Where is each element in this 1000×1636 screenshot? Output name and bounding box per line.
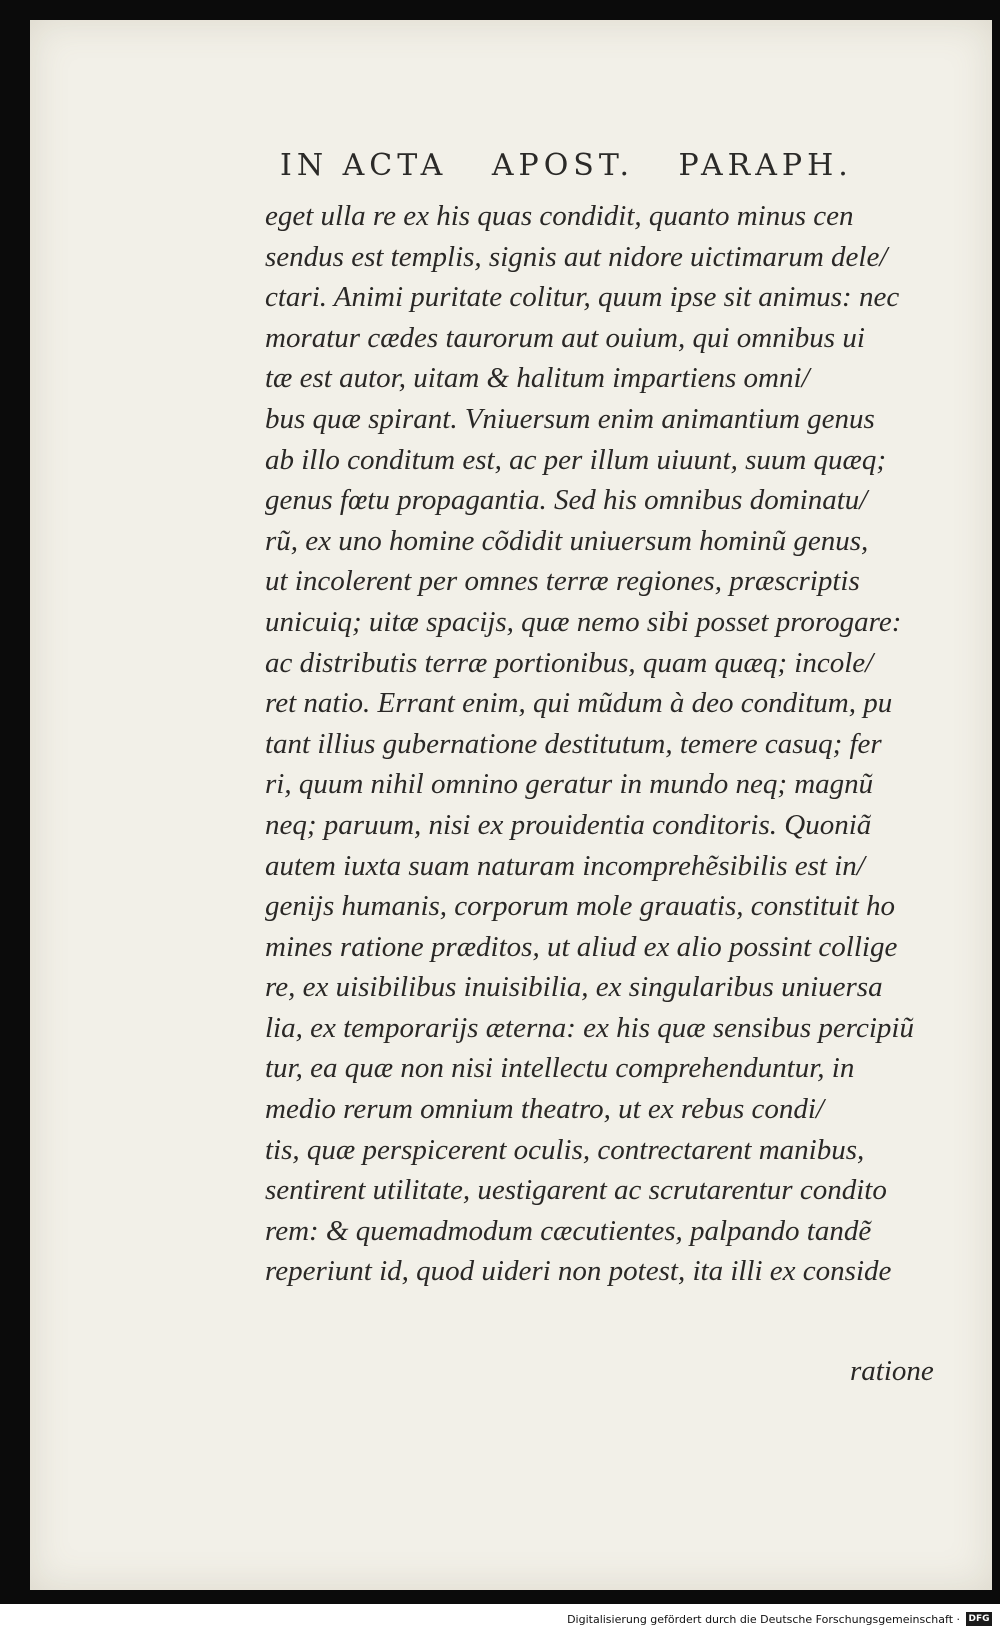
- text-line: mines ratione præditos, ut aliud ex alio possint collige: [265, 930, 898, 963]
- text-line: bus quæ spirant. Vniuersum enim animantium genus: [265, 402, 875, 435]
- text-line: tant illius gubernatione destitutum, temere casuq; fer: [265, 727, 882, 760]
- header-part: IN ACTA: [280, 148, 448, 183]
- running-header: [280, 148, 940, 183]
- text-line: tur, ea quæ non nisi intellectu comprehenduntur, in: [265, 1052, 855, 1085]
- text-line: medio rerum omnium theatro, ut ex rebus condi/: [265, 1093, 824, 1126]
- catchword: ratione: [850, 1355, 934, 1387]
- text-line: ab illo conditum est, ac per illum uiuunt, suum quæq;: [265, 443, 887, 476]
- dfg-logo: DFG: [966, 1612, 992, 1626]
- text-line: tis, quæ perspicerent oculis, contrectarent manibus,: [265, 1133, 865, 1166]
- text-line: moratur cædes taurorum aut ouium, qui omnibus ui: [265, 321, 865, 354]
- page-body: [265, 196, 965, 1292]
- text-line: neq; paruum, nisi ex prouidentia conditoris. Quoniã: [265, 808, 872, 841]
- text-line: ac distributis terræ portionibus, quam quæq; incole/: [265, 646, 874, 679]
- footer-credit: Digitalisierung gefördert durch die Deutsche Forschungsgemeinschaft ·: [567, 1613, 960, 1626]
- text-line: sendus est templis, signis aut nidore uictimarum dele/: [265, 240, 888, 273]
- text-line: ri, quum nihil omnino geratur in mundo neq; magnũ: [265, 768, 874, 801]
- text-line: tæ est autor, uitam & halitum impartiens omni/: [265, 362, 810, 395]
- book-page: [30, 20, 992, 1590]
- text-line: ret natio. Errant enim, qui mũdum à deo conditum, pu: [265, 687, 893, 720]
- header-part: APOST.: [491, 148, 634, 183]
- footer-bar: [0, 1604, 1000, 1636]
- text-line: ut incolerent per omnes terræ regiones, præscriptis: [265, 565, 860, 598]
- text-line: sentirent utilitate, uestigarent ac scrutarentur condito: [265, 1174, 887, 1207]
- text-line: re, ex uisibilibus inuisibilia, ex singularibus uniuersa: [265, 971, 883, 1004]
- text-line: rem: & quemadmodum cæcutientes, palpando tandẽ: [265, 1214, 872, 1247]
- text-line: genijs humanis, corporum mole grauatis, constituit ho: [265, 890, 895, 923]
- text-line: ctari. Animi puritate colitur, quum ipse sit animus: nec: [265, 281, 900, 314]
- header-part: PARAPH.: [678, 148, 853, 183]
- text-line: eget ulla re ex his quas condidit, quanto minus cen: [265, 200, 854, 232]
- text-line: reperiunt id, quod uideri non potest, ita illi ex conside: [265, 1255, 892, 1288]
- text-line: lia, ex temporarijs æterna: ex his quæ sensibus percipiũ: [265, 1011, 914, 1044]
- text-line: autem iuxta suam naturam incomprehẽsibilis est in/: [265, 849, 865, 882]
- text-line: rũ, ex uno homine cõdidit uniuersum hominũ genus,: [265, 524, 869, 557]
- text-line: unicuiq; uitæ spacijs, quæ nemo sibi posset prorogare:: [265, 605, 902, 638]
- text-line: genus fœtu propagantia. Sed his omnibus dominatu/: [265, 484, 868, 517]
